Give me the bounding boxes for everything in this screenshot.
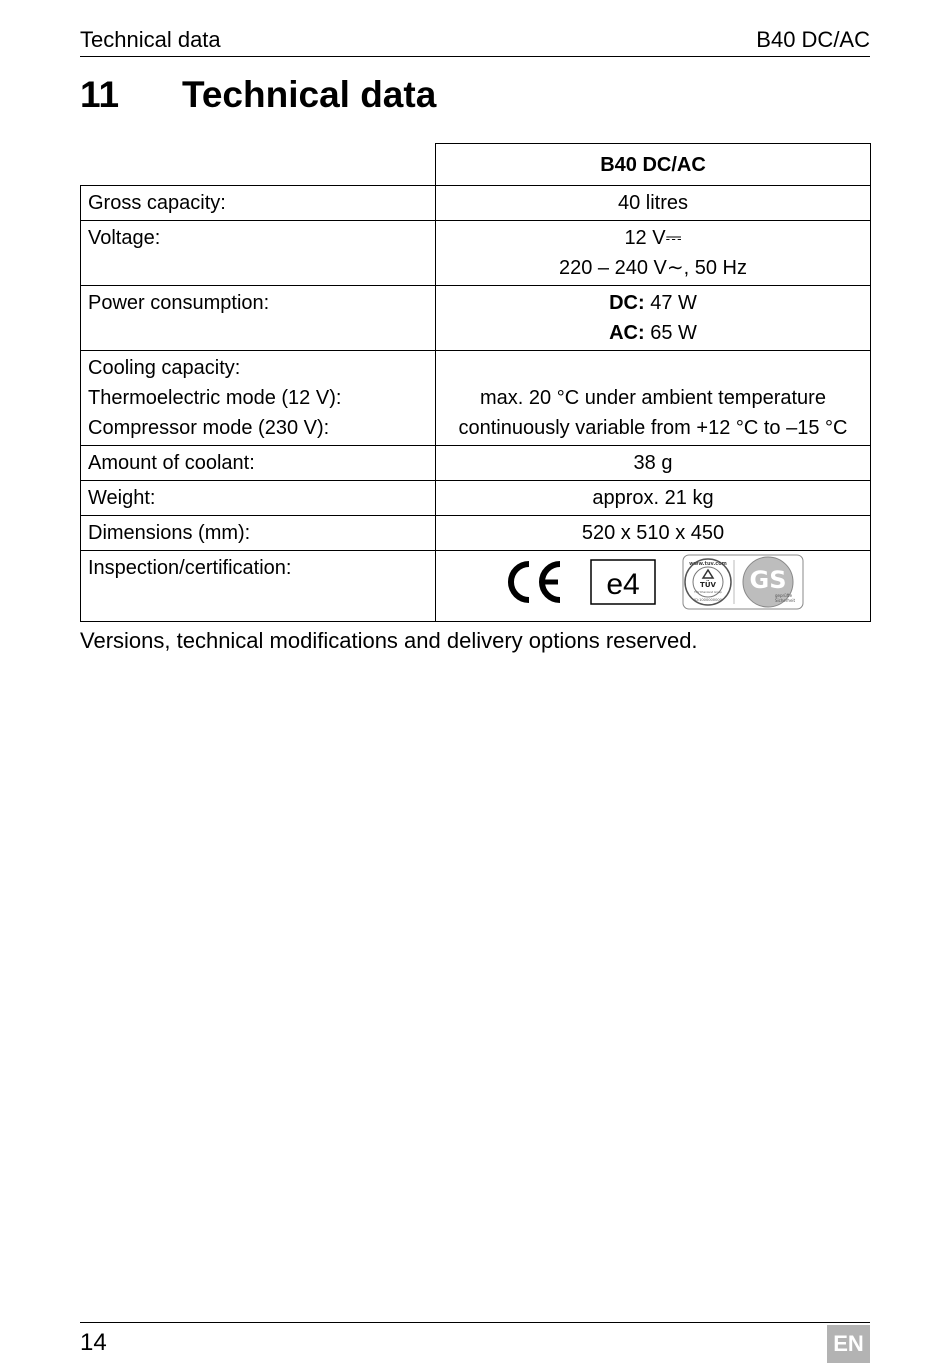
chapter-number: 11 — [80, 74, 120, 115]
voltage-ac: 220 – 240 V∼, 50 Hz — [559, 257, 747, 279]
dimensions-label: Dimensions (mm): — [81, 516, 436, 551]
model-column-header: B40 DC/AC — [436, 144, 871, 186]
gross-capacity-value: 40 litres — [436, 186, 871, 221]
table-row — [81, 551, 871, 622]
svg-text:geprüfte: geprüfte — [775, 592, 793, 598]
cooling-capacity-title: Cooling capacity: — [88, 357, 241, 379]
svg-text:Sicherheit: Sicherheit — [775, 597, 796, 603]
inspection-label: Inspection/certification: — [81, 551, 436, 622]
weight-value: approx. 21 kg — [436, 481, 871, 516]
power-dc-key: DC: — [609, 292, 645, 314]
footer-divider — [80, 1322, 870, 1323]
table-row — [81, 446, 871, 481]
ce-mark-icon — [502, 558, 564, 615]
disclaimer-note: Versions, technical modifications and delivery options reserved. — [80, 628, 698, 653]
power-consumption-label: Power consumption: — [81, 286, 436, 351]
voltage-label: Voltage: — [81, 221, 436, 286]
header-model: B40 DC/AC — [756, 27, 870, 52]
thermoelectric-mode-value: max. 20 °C under ambient temperature — [480, 387, 826, 409]
cooling-capacity-label — [81, 351, 436, 446]
cooling-capacity-value — [436, 351, 871, 446]
compressor-mode-label: Compressor mode (230 V): — [88, 417, 330, 439]
svg-text:ID:1000000000: ID:1000000000 — [694, 597, 722, 602]
gross-capacity-label: Gross capacity: — [81, 186, 436, 221]
table-row — [81, 186, 871, 221]
certification-marks — [436, 551, 871, 622]
header-section-title: Technical data — [80, 27, 221, 52]
e4-mark-icon — [590, 559, 656, 614]
svg-text:e4: e4 — [606, 567, 640, 601]
svg-text:GS: GS — [749, 565, 787, 594]
voltage-value — [436, 221, 871, 286]
tuv-mark-icon — [682, 554, 804, 619]
power-ac-value: 65 W — [650, 322, 697, 344]
svg-text:www.tuv.com: www.tuv.com — [689, 560, 727, 567]
technical-data-table — [80, 143, 871, 622]
dimensions-value: 520 x 510 x 450 — [436, 516, 871, 551]
page-header — [80, 26, 870, 57]
coolant-label: Amount of coolant: — [81, 446, 436, 481]
power-consumption-value — [436, 286, 871, 351]
power-ac-key: AC: — [609, 322, 645, 344]
table-row — [81, 516, 871, 551]
power-dc — [443, 288, 863, 318]
svg-text:TÜV Rheinland Group: TÜV Rheinland Group — [694, 590, 722, 594]
voltage-dc: 12 V⎓ — [624, 227, 682, 249]
power-ac — [443, 318, 863, 348]
page-number: 14 — [80, 1329, 107, 1356]
chapter-heading — [80, 72, 436, 118]
thermoelectric-mode-label: Thermoelectric mode (12 V): — [88, 387, 342, 409]
table-row — [81, 221, 871, 286]
table-row — [81, 286, 871, 351]
chapter-title: Technical data — [182, 74, 437, 115]
svg-text:TÜV: TÜV — [700, 580, 716, 589]
table-row — [81, 351, 871, 446]
language-badge: EN — [827, 1325, 870, 1363]
coolant-value: 38 g — [436, 446, 871, 481]
empty-header-cell — [81, 144, 436, 186]
table-row — [81, 481, 871, 516]
compressor-mode-value: continuously variable from +12 °C to –15 °C — [458, 417, 848, 439]
power-dc-value: 47 W — [650, 292, 697, 314]
table-header-row — [81, 144, 871, 186]
weight-label: Weight: — [81, 481, 436, 516]
